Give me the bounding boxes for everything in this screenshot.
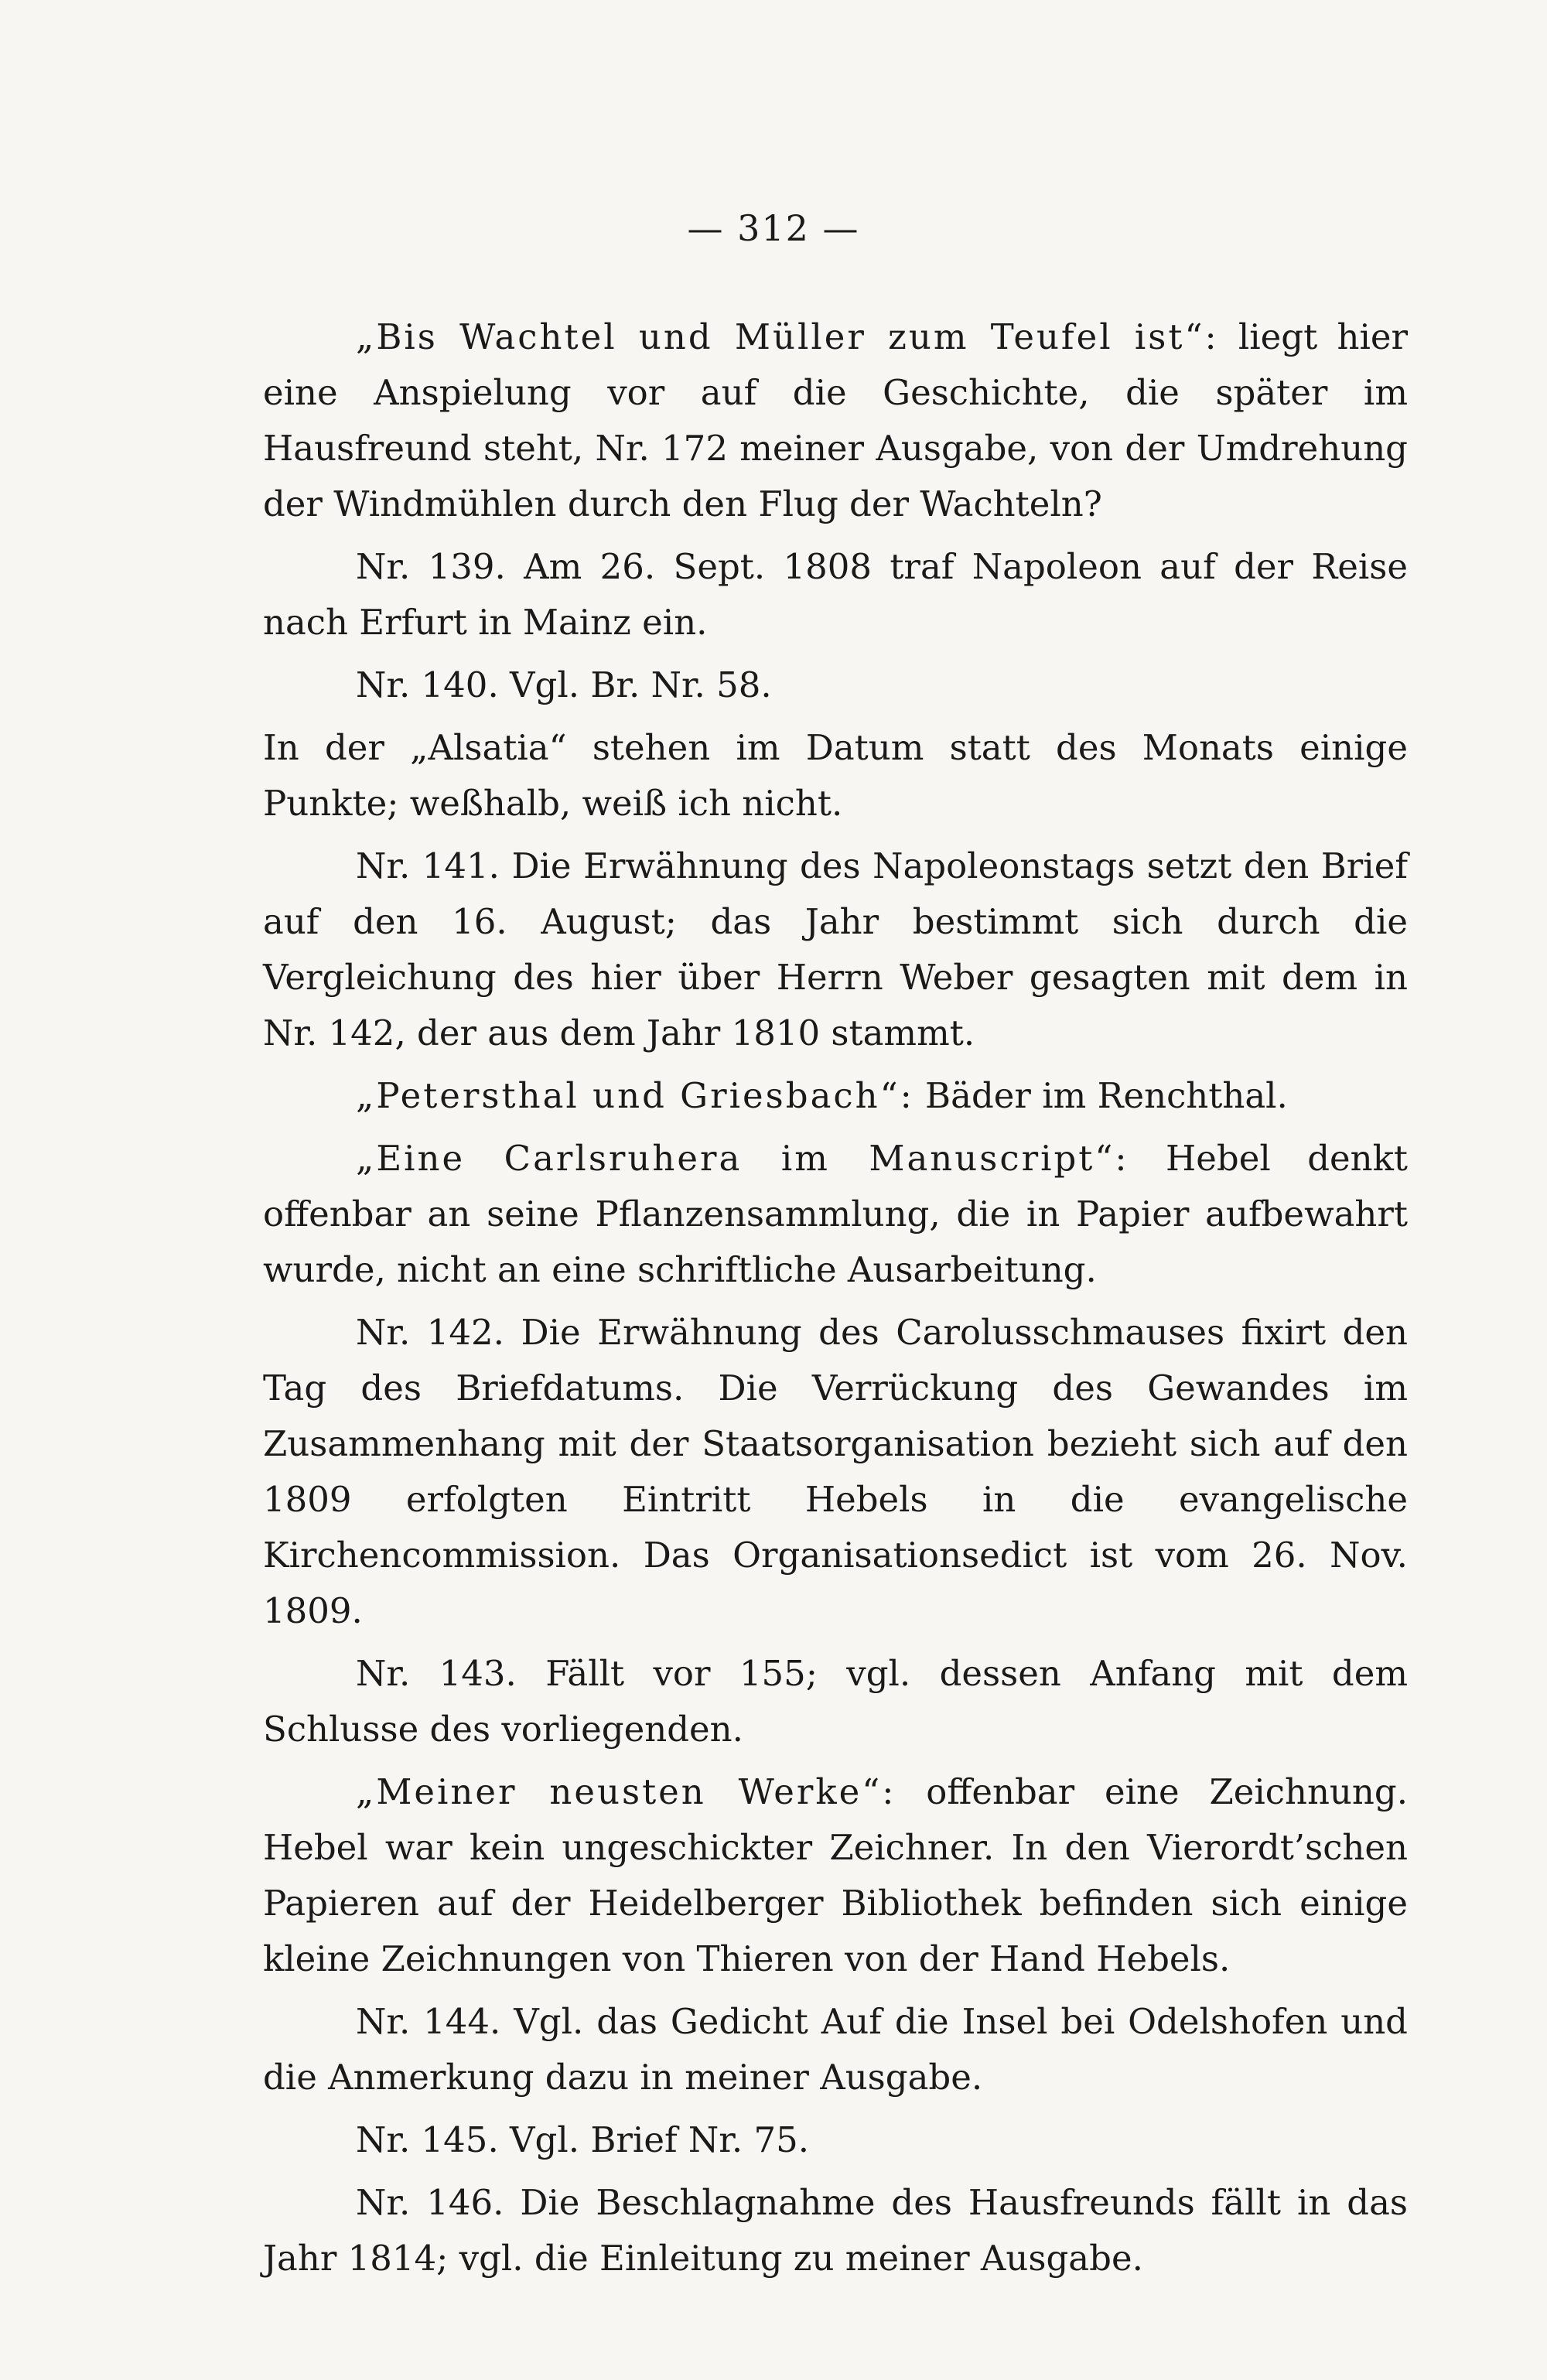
paragraph-nr-144 <box>263 1994 1408 2105</box>
paragraph-text: Nr. 140. Vgl. Br. Nr. 58. <box>356 664 772 705</box>
paragraph-text: offenbar eine Zeichnung. Hebel war kein ungeschickter Zeichner. In den Vierordt’schen Papieren auf der Heidelberger Bibliothek befinden sich einige kleine Zeichnungen von Thieren von der Hand Hebels. <box>263 1771 1408 1979</box>
paragraph-text: Nr. 144. Vgl. das Gedicht Auf die Insel bei Odelshofen und die Anmerkung dazu in meiner Ausgabe. <box>263 2001 1408 2098</box>
paragraph-nr-145 <box>263 2112 1408 2168</box>
paragraph-nr-141 <box>263 838 1408 1061</box>
quoted-phrase: „Eine Carlsruhera im Manuscript“: <box>356 1138 1129 1179</box>
paragraph-nr-139 <box>263 539 1408 650</box>
page-number: — 312 — <box>687 207 860 249</box>
paragraph-nr-140 <box>263 657 1408 713</box>
paragraph-text: In der „Alsatia“ stehen im Datum statt des Monats einige Punkte; weßhalb, weiß ich nicht. <box>263 727 1408 824</box>
paragraph-text: Hebel denkt offenbar an seine Pflanzensammlung, die in Papier aufbewahrt wurde, nicht an eine schriftliche Ausarbeitung. <box>263 1138 1408 1290</box>
paragraph-text: Bäder im Renchthal. <box>914 1075 1288 1116</box>
paragraph-nr-142 <box>263 1305 1408 1639</box>
quoted-phrase: „Bis Wachtel und Müller zum Teufel ist“: <box>356 316 1219 357</box>
paragraph-text: Nr. 145. Vgl. Brief Nr. 75. <box>356 2119 810 2160</box>
paragraph-petersthal <box>263 1068 1408 1124</box>
paragraph-carlsruhera <box>263 1131 1408 1298</box>
paragraph-text: Nr. 142. Die Erwähnung des Carolusschmauses fixirt den Tag des Briefdatums. Die Verrückung des Gewandes im Zusammenhang mit der Staatsorganisation bezieht sich auf den 1809 erfolgten Eintritt Hebels in die evangelische Kirchencommission. Das Organisationsedict ist vom 26. Nov. 1809. <box>263 1312 1408 1631</box>
paragraph-werke <box>263 1764 1408 1987</box>
text-body <box>263 309 1408 2286</box>
paragraph-wachtel <box>263 309 1408 532</box>
paragraph-nr-143 <box>263 1646 1408 1757</box>
paragraph-text: liegt hier eine Anspielung vor auf die Geschichte, die später im Hausfreund steht, Nr. 172 meiner Ausgabe, von der Umdrehung der Windmühlen durch den Flug der Wachteln? <box>263 316 1408 524</box>
paragraph-nr-146 <box>263 2175 1408 2286</box>
quoted-phrase: „Petersthal und Griesbach“: <box>356 1075 914 1116</box>
paragraph-text: Nr. 143. Fällt vor 155; vgl. dessen Anfang mit dem Schlusse des vorliegenden. <box>263 1653 1408 1750</box>
quoted-phrase: „Meiner neusten Werke“: <box>356 1771 896 1812</box>
paragraph-text: Nr. 139. Am 26. Sept. 1808 traf Napoleon auf der Reise nach Erfurt in Mainz ein. <box>263 546 1408 643</box>
paragraph-text: Nr. 146. Die Beschlagnahme des Hausfreunds fällt in das Jahr 1814; vgl. die Einleitung zu meiner Ausgabe. <box>263 2182 1408 2279</box>
paragraph-text: Nr. 141. Die Erwähnung des Napoleonstags setzt den Brief auf den 16. August; das Jahr bestimmt sich durch die Vergleichung des hier über Herrn Weber gesagten mit dem in Nr. 142, der aus dem Jahr 1810 stammt. <box>263 845 1408 1053</box>
paragraph-alsatia <box>263 720 1408 831</box>
